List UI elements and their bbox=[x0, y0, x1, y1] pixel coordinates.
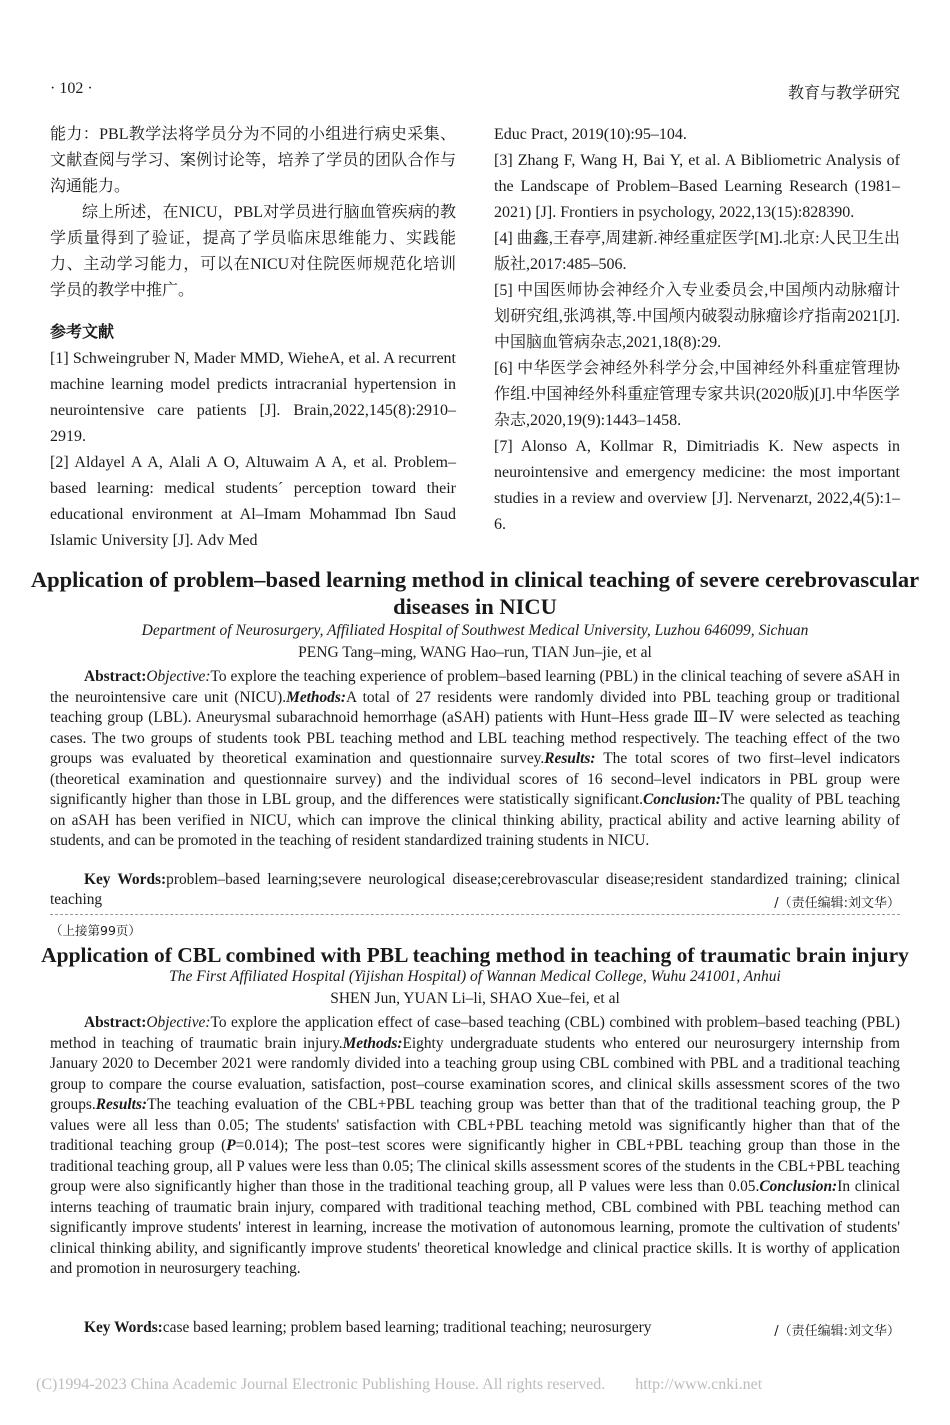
article1-title: Application of problem–based learning method in clinical teaching of severe cerebrovascular diseases in NICU bbox=[30, 567, 920, 619]
right-column bbox=[494, 122, 900, 538]
reference-item: [6] 中华医学会神经外科学分会,中国神经外科重症管理协作组.中国神经外科重症管理专家共识(2020版)[J].中华医学杂志,2020,19(9):1443–1458. bbox=[494, 360, 900, 429]
article2-editor: /（责任编辑:刘文华） bbox=[774, 1324, 900, 1339]
body-paragraph: 综上所述，在NICU，PBL对学员进行脑血管疾病的教学质量得到了验证，提高了学员临床思维能力、实践能力、主动学习能力，可以在NICU对住院医师规范化培训学员的教学中推广。 bbox=[50, 204, 456, 299]
reference-item: Educ Pract, 2019(10):95–104. bbox=[494, 126, 687, 143]
article2-authors: SHEN Jun, YUAN Li–li, SHAO Xue–fei, et al bbox=[330, 990, 620, 1007]
reference-item: [7] Alonso A, Kollmar R, Dimitriadis K. New aspects in neurointensive and emergency medicine: the most important studies in a review and overview [J]. Nervenarzt, 2022,4(5):1–6. bbox=[494, 438, 900, 533]
objective-label: Objective: bbox=[146, 668, 211, 685]
body-paragraph: 能力：PBL教学法将学员分为不同的小组进行病史采集、文献查阅与学习、案例讨论等，培养了学员的团队合作与沟通能力。 bbox=[50, 126, 456, 195]
abstract-label: Abstract: bbox=[84, 1014, 147, 1031]
conclusion-text: In clinical interns teaching of traumatic brain injury, compared with traditional teaching method, CBL combined with PBL teaching method can significantly improve students' interest in learning, increase the motivation of autonomous learning, promote the cultivation of students' clinical thinking ability, and significantly improve students' theoretical knowledge and clinical practice skills. It is worthy of application and promotion in neurosurgery teaching. bbox=[50, 1178, 901, 1277]
article1-keywords bbox=[50, 870, 900, 910]
methods-text: Eighty undergraduate students who entered our neurosurgery internship from January 2020 to December 2021 were randomly divided into a teaching group using CBL combined with PBL and a traditional teaching group to compare the course evaluation, satisfaction, post–course examination scores, and clinical skills assessment scores of the two groups. bbox=[50, 1034, 900, 1113]
results-label: Results: bbox=[544, 750, 596, 767]
abstract-label: Abstract: bbox=[84, 668, 147, 685]
methods-text: A total of 27 residents were randomly divided into PBL teaching group or traditional teaching group (LBL). Aneurysmal subarachnoid hemorrhage (aSAH) patients with Hunt–Hess grade Ⅲ–Ⅳ were selected as teaching cases. The two groups of students took PBL teaching method and LBL teaching method respectively. The teaching effect of the two groups was evaluated by theoretical examination and questionnaire survey. bbox=[50, 688, 900, 767]
methods-label: Methods: bbox=[342, 1034, 403, 1052]
keywords-label: Key Words: bbox=[84, 1319, 163, 1336]
article2-keywords bbox=[50, 1318, 900, 1338]
article1-affiliation: Department of Neurosurgery, Affiliated Hospital of Southwest Medical University, Luzhou 646099, Sichuan bbox=[141, 622, 809, 639]
conclusion-label: Conclusion: bbox=[759, 1178, 838, 1195]
conclusion-text: The quality of PBL teaching on aSAH has been verified in NICU, which can improve the clinical thinking ability, practical ability and active learning ability of students, and can be promoted in the teaching of resident standardized training students in NICU. bbox=[50, 791, 900, 849]
results-text-2: =0.014); The post–test scores were significantly higher in CBL+PBL teaching group than those in the traditional teaching group, all P values were less than 0.05; The clinical skills assessment scores of the students in the CBL+PBL teaching group were also significantly higher than those in the traditional teaching group, all P values were less than 0.05. bbox=[50, 1137, 900, 1195]
objective-text: To explore the teaching experience of problem–based learning (PBL) in the clinical teaching of severe aSAH in the neurointensive care unit (NICU). bbox=[50, 668, 900, 706]
reference-item: [3] Zhang F, Wang H, Bai Y, et al. A Bibliometric Analysis of the Landscape of Problem–Based Learning Research (1981–2021) [J]. Frontiers in psychology, 2022,13(15):828390. bbox=[494, 152, 900, 221]
article2-title: Application of CBL combined with PBL teaching method in teaching of traumatic brain injury bbox=[41, 943, 909, 967]
results-label: Results: bbox=[95, 1096, 148, 1113]
article1-authors: PENG Tang–ming, WANG Hao–run, TIAN Jun–jie, et al bbox=[298, 644, 652, 661]
copyright-text: (C)1994-2023 China Academic Journal Electronic Publishing House. All rights reserved. bbox=[36, 1376, 606, 1393]
cnki-link[interactable]: http://www.cnki.net bbox=[635, 1376, 763, 1393]
article2-abstract bbox=[50, 1013, 900, 1280]
article1-editor: /（责任编辑:刘文华） bbox=[774, 896, 900, 911]
article1-abstract bbox=[50, 667, 900, 852]
keywords-text: case based learning; problem based learning; traditional teaching; neurosurgery bbox=[162, 1319, 652, 1336]
objective-text: To explore the application effect of case–based teaching (CBL) combined with problem–based teaching (PBL) method in teaching of traumatic brain injury. bbox=[50, 1014, 900, 1052]
p-symbol: P bbox=[226, 1137, 236, 1154]
divider bbox=[50, 914, 900, 915]
keywords-text: problem–based learning;severe neurological disease;cerebrovascular disease;resident standardized training; clinical teaching bbox=[50, 871, 900, 908]
results-text-1: The teaching evaluation of the CBL+PBL teaching group was better than that of the traditional teaching group, the P values were all less than 0.05; The students' satisfaction with CBL+PBL teaching metold was significantly higher than that of the traditional teaching group ( bbox=[50, 1096, 900, 1154]
references-heading: 参考文献 bbox=[50, 324, 115, 341]
methods-label: Methods: bbox=[286, 688, 346, 706]
continuation-note: （上接第99页） bbox=[50, 923, 141, 938]
objective-label: Objective: bbox=[146, 1014, 211, 1031]
journal-name: 教育与教学研究 bbox=[787, 85, 900, 102]
left-column bbox=[50, 122, 456, 554]
results-text: The total scores of two first–level indicators (theoretical examination and questionnaire survey) and the individual scores of 16 second–level indicators in PBL group were significantly higher than those in LBL group, and the differences were statistically significant. bbox=[50, 750, 900, 808]
reference-item: [2] Aldayel A A, Alali A O, Altuwaim A A, et al. Problem–based learning: medical students´ perception toward their educational environment at Al–Imam Mohammad Ibn Saud Islamic University [J]. Adv Med bbox=[50, 454, 456, 549]
reference-item: [1] Schweingruber N, Mader MMD, WieheA, et al. A recurrent machine learning model predicts intracranial hypertension in neurointensive care patients [J]. Brain,2022,145(8):2910–2919. bbox=[50, 350, 456, 445]
page-number: · 102 · bbox=[50, 80, 93, 97]
conclusion-label: Conclusion: bbox=[643, 791, 721, 808]
copyright-footer bbox=[36, 1376, 762, 1394]
article2-affiliation: The First Affiliated Hospital (Yijishan Hospital) of Wannan Medical College, Wuhu 241001, Anhui bbox=[169, 968, 781, 985]
reference-item: [5] 中国医师协会神经介入专业委员会,中国颅内动脉瘤计划研究组,张鸿祺,等.中国颅内破裂动脉瘤诊疗指南2021[J].中国脑血管病杂志,2021,18(8):29. bbox=[494, 282, 900, 351]
reference-item: [4] 曲鑫,王春亭,周建新.神经重症医学[M].北京:人民卫生出版社,2017:485–506. bbox=[494, 230, 900, 273]
keywords-label: Key Words: bbox=[84, 871, 167, 888]
